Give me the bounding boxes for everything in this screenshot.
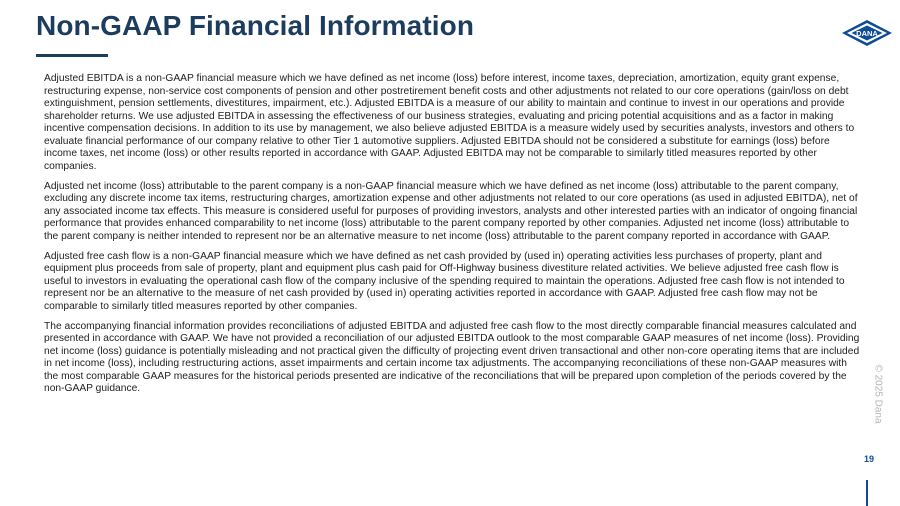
- paragraph-adjusted-free-cash-flow: Adjusted free cash flow is a non-GAAP financial measure which we have defined as net cash provided by (used in) operating activities less purchases of property, plant and equipment plus proceeds from sale of property, plant and equipment plus cash paid for Off-Highway business divestiture related activities. We believe adjusted free cash flow is useful to investors in evaluating the operational cash flow of the company inclusive of the spending required to maintain the operations. Adjusted free cash flow is not intended to represent nor be an alternative to the measure of net cash provided by (used in) operating activities reported in accordance with GAAP. Adjusted free cash flow may not be comparable to similarly titled measures reported by other companies.: [44, 250, 845, 312]
- paragraph-adjusted-net-income: Adjusted net income (loss) attributable to the parent company is a non-GAAP financial measure which we have defined as net income (loss) attributable to the parent company, excluding any discrete income tax items, restructuring charges, amortization expense and other adjustments not related to our core operations (as used in adjusted EBITDA), net of any associated income tax effects. This measure is considered useful for purposes of providing investors, analysts and other interested parties with an indicator of ongoing financial performance that provides enhanced comparability to net income (loss) attributable to the parent company reported by other companies. Adjusted net income (loss) attributable to the parent company is neither intended to represent nor be an alternative measure to net income (loss) attributable to the parent company reported in accordance with GAAP.: [44, 180, 858, 242]
- page-title: Non-GAAP Financial Information: [36, 10, 475, 41]
- page-accent-bar: [866, 480, 868, 506]
- title-underline: [36, 54, 108, 57]
- logo-text: DANA: [856, 29, 878, 38]
- dana-logo-icon: [841, 19, 893, 47]
- paragraph-adjusted-ebitda: Adjusted EBITDA is a non-GAAP financial measure which we have defined as net income (loss) before interest, income taxes, depreciation, amortization, equity grant expense, restructuring expense, non-service cost components of pension and other postretirement benefit costs and other adjustments not related to our core operations (gain/loss on debt extinguishment, pension settlements, divestitures, impairment, etc.). Adjusted EBITDA is a measure of our ability to maintain and continue to invest in our operations and provide shareholder returns. We use adjusted EBITDA in assessing the effectiveness of our business strategies, evaluating and pricing potential acquisitions and as a factor in making incentive compensation decisions. In addition to its use by management, we also believe adjusted EBITDA is a measure widely used by securities analysts, investors and others to evaluate financial performance of our company relative to other Tier 1 automotive suppliers. Adjusted EBITDA should not be considered a substitute for earnings (loss) before income taxes, net income (loss) or other results reported in accordance with GAAP. Adjusted EBITDA may not be comparable to similarly titled measures reported by other companies.: [44, 73, 855, 172]
- copyright-notice: © 2025 Dana: [872, 364, 884, 424]
- body-text: [44, 73, 864, 403]
- page-number: 19: [863, 454, 874, 464]
- paragraph-reconciliations: The accompanying financial information provides reconciliations of adjusted EBITDA and adjusted free cash flow to the most directly comparable financial measures calculated and presented in accordance with GAAP. We have not provided a reconciliation of our adjusted EBITDA outlook to the most comparable GAAP measures of net income (loss). Providing net income (loss) guidance is potentially misleading and not practical given the difficulty of projecting event driven transactional and other non-core operating items that are included in net income (loss), including restructuring actions, asset impairments and certain income tax adjustments. The accompanying reconciliations of these non-GAAP measures with the most comparable GAAP measures for the historical periods presented are indicative of the reconciliations that will be prepared upon completion of the periods covered by the non-GAAP guidance.: [44, 320, 860, 394]
